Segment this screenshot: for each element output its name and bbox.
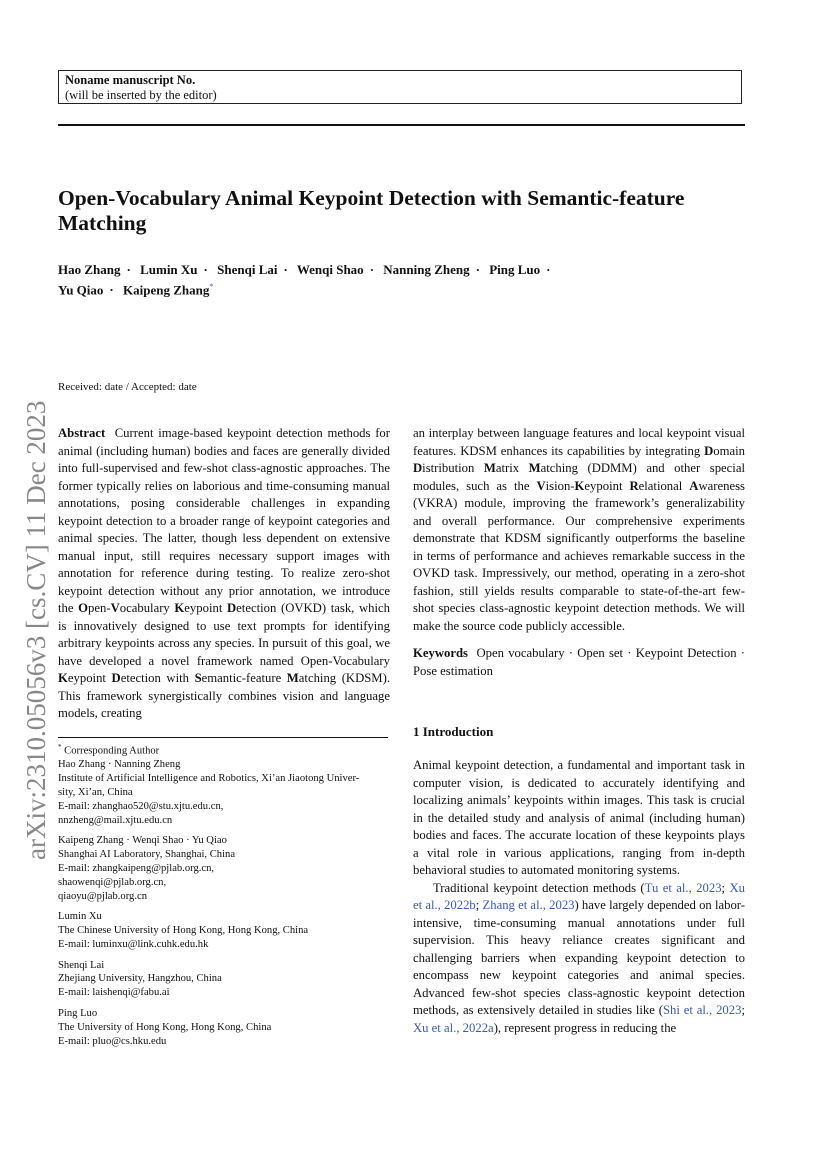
author: Wenqi Shao	[296, 262, 364, 277]
author: Kaipeng Zhang	[123, 282, 210, 298]
abstract-paragraph-continued: an interplay between language features and local keypoint visual features. KDSM enhances its capabilities by integrating Domain Distribution Matrix Matching (DDMM) and other special modules, such as the Vision-Keypoint Relational Awareness (VKRA) module, improving the framework’s generalizability and overall performance. Our comprehensive experiments demonstrate that KDSM significantly outperforms the baseline in terms of performance and achieves remarkable success in the OVKD task. Impressively, our method, operating in a zero-shot fashion, still yields results comparable to state-of-the-art few-shot species class-agnostic keypoint detection methods. We will make the source code publicly accessible.	[413, 426, 745, 633]
affiliation-group: Hao Zhang · Nanning Zheng Institute of Artificial Intelligence and Robotics, Xi’an Jiaotong Univer- sity, Xi’an, China E-mail: zhanghao520@stu.xjtu.edu.cn, nnzheng@mail.xjtu.edu.cn	[58, 759, 360, 826]
intro-paragraph: Animal keypoint detection, a fundamental and important task in computer vision, is dedicated to accurately identifying and localizing animals’ keypoints within images. This task is crucial in the detailed study and analysis of animal (including human) bodies and faces. The accurate location of these keypoints plays a vital role in various applications, ranging from in-depth behavioral studies to automated monitoring systems.	[413, 758, 745, 877]
abstract-right-column	[413, 425, 745, 680]
affiliation-group: Shenqi Lai Zhejiang University, Hangzhou, China E-mail: laishenqi@fabu.ai	[58, 959, 222, 999]
affiliation-group: Kaipeng Zhang · Wenqi Shao · Yu Qiao Shanghai AI Laboratory, Shanghai, China E-mail: zhangkaipeng@pjlab.org.cn, shaowenqi@pjlab.org.cn, qiaoyu@pjlab.org.cn	[58, 835, 236, 902]
abstract-label: Abstract	[58, 426, 106, 440]
affiliation-group: Lumin Xu The Chinese University of Hong Kong, Hong Kong, China E-mail: luminxu@link.cuhk.edu.hk	[58, 911, 309, 950]
editor-note-box	[58, 70, 742, 104]
footnote-rule	[58, 737, 388, 738]
author: Yu Qiao	[58, 282, 104, 298]
introduction-text	[413, 757, 745, 1037]
affiliation-group: Ping Luo The University of Hong Kong, Hong Kong, China E-mail: pluo@cs.hku.edu	[58, 1008, 272, 1047]
corresponding-mark: *	[209, 282, 214, 291]
citation-link[interactable]: Xu et al., 2022a	[413, 1020, 494, 1035]
author-footnotes: * Corresponding Author Hao Zhang · Nanning Zheng Institute of Artificial Intelligence and Robotics, Xi’an Jiaotong Univer- sity, Xi’an, China E-mail: zhanghao520@stu.xjtu.edu.cn, nnzheng@mail.xjtu.edu.cn Kaipeng Zhang · Wenqi Shao · Yu Qiao Shanghai AI Laboratory, Shanghai, China E-mail: zhangkaipeng@pjlab.org.cn, shaowenqi@pjlab.org.cn, qiaoyu@pjlab.org.cn Lumin Xu The Chinese University of Hong Kong, Hong Kong, China E-mail: luminxu@link.cuhk.edu.hk Shenqi Lai Zhejiang University, Hangzhou, China E-mail: laishenqi@fabu.ai Ping Luo The University of Hong Kong, Hong Kong, China E-mail: pluo@cs.hku.edu	[58, 741, 398, 1055]
citation-link[interactable]: Zhang et al., 2023	[482, 898, 575, 912]
author: Ping Luo	[489, 262, 541, 277]
abstract-left-column	[58, 425, 390, 723]
abstract-paragraph: Abstract Current image-based keypoint detection methods for animal (including human) bodies and faces are generally divided into full-supervised and few-shot class-agnostic approaches. The former typically relies on laborious and time-consuming manual annotations, posing considerable challenges in expanding keypoint detection to a broader range of keypoint categories and animal species. The latter, though less dependent on extensive manual input, still requires necessary support images with annotation for reference during testing. To realize zero-shot keypoint detection without any prior annotation, we introduce the Open-Vocabulary Keypoint Detection (OVKD) task, which is innovatively designed to use text prompts for identifying arbitrary keypoints across any species. In pursuit of this goal, we have developed a novel framework named Open-Vocabulary Keypoint Detection with Semantic-feature Matching (KDSM). This framework synergistically combines vision and language models, creating	[58, 426, 391, 720]
author: Hao Zhang	[58, 262, 121, 277]
paper-title: Open-Vocabulary Animal Keypoint Detection with Semantic-feature Matching	[58, 186, 685, 235]
manuscript-note: (will be inserted by the editor)	[65, 88, 217, 102]
arxiv-stamp: arXiv:2310.05056v3 [cs.CV] 11 Dec 2023	[21, 400, 51, 860]
citation-link[interactable]: Tu et al., 2023	[644, 880, 722, 895]
received-line: Received: date / Accepted: date	[58, 381, 197, 393]
keywords-label: Keywords	[413, 646, 468, 660]
keywords: Keywords Open vocabulary · Open set · Keypoint Detection · Pose estimation	[413, 646, 746, 678]
author: Lumin Xu	[140, 262, 198, 277]
header-rule	[58, 124, 745, 126]
author-list: Hao Zhang · Lumin Xu · Shenqi Lai · Wenqi Shao · Nanning Zheng · Ping Luo · Yu Qiao · Kaipeng Zhang*	[58, 262, 551, 298]
intro-paragraph: Traditional keypoint detection methods (Tu et al., 2023; Xu et al., 2022b; Zhang et al., 2023) have largely depended on labor-intensive, time-consuming manual annotations under full supervision. This heavy reliance creates significant and challenging barriers when expanding keypoint detection to encompass new keypoint categories and animal species. Advanced few-shot species class-agnostic keypoint detection methods, as extensively detailed in studies like (Shi et al., 2023; Xu et al., 2022a), represent progress in reducing the	[413, 880, 745, 1035]
citation-link[interactable]: Shi et al., 2023	[662, 1003, 742, 1017]
section-heading-introduction: 1 Introduction	[413, 724, 494, 739]
author: Shenqi Lai	[217, 262, 278, 277]
citation-link[interactable]: Xu et al., 2022b	[413, 880, 745, 912]
author: Nanning Zheng	[383, 262, 470, 277]
manuscript-title: Noname manuscript No.	[65, 73, 196, 87]
corresponding-author-note: Corresponding Author	[64, 745, 160, 757]
